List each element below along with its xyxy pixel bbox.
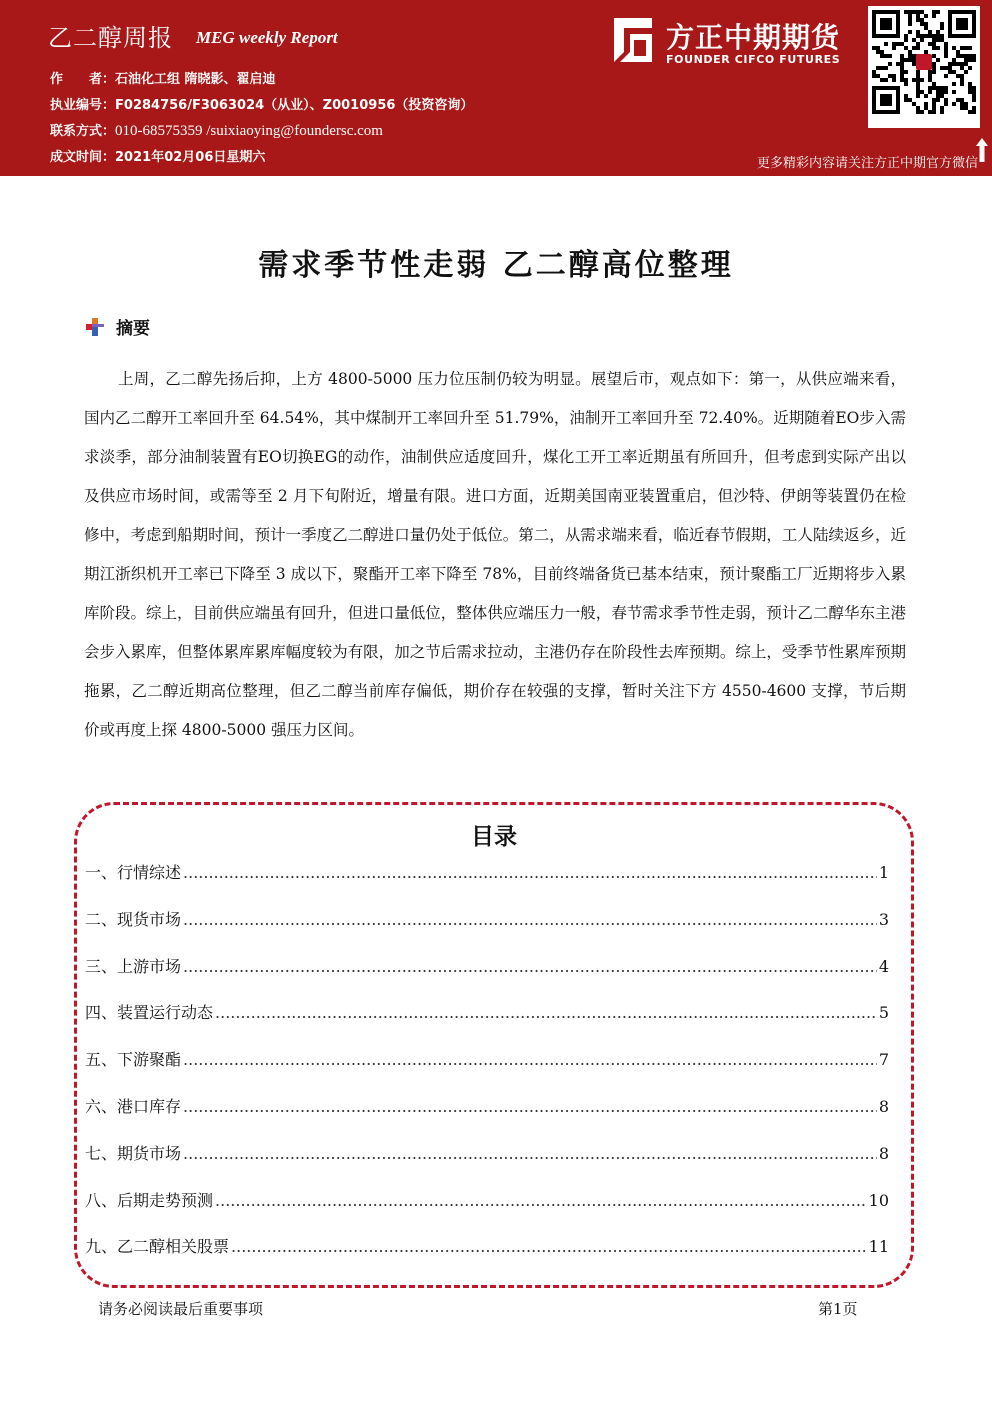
toc-item-page[interactable]: 7 (878, 1050, 889, 1070)
date-label: 成文时间： (50, 150, 116, 165)
toc-item-label[interactable]: 七、期货市场 (85, 1143, 182, 1163)
toc-item-label[interactable]: 二、现货市场 (85, 909, 182, 929)
footer-page-number: 第1页 (818, 1300, 858, 1318)
authors-value: 石油化工组 隋晓影、翟启迪 (115, 72, 276, 87)
contact-label: 联系方式： (50, 124, 116, 139)
logo-mark-icon (606, 14, 658, 66)
toc-item-page[interactable]: 5 (878, 1003, 889, 1023)
toc-item-page[interactable]: 10 (868, 1190, 889, 1210)
report-title-en: MEG weekly Report (196, 28, 338, 47)
toc-item-page[interactable]: 8 (878, 1143, 889, 1163)
wechat-tagline: 更多精彩内容请关注方正中期官方微信 (756, 156, 978, 171)
toc-item-page[interactable]: 11 (868, 1237, 889, 1257)
toc-leader-dots (215, 1191, 867, 1210)
toc-item-label[interactable]: 九、乙二醇相关股票 (85, 1237, 230, 1257)
toc-item[interactable] (85, 1188, 889, 1235)
toc-leader-dots (183, 1050, 877, 1069)
summary-heading-text: 摘要 (116, 319, 150, 339)
toc-item[interactable] (85, 954, 889, 1001)
license-value: F0284756/F3063024（从业）、Z0010956（投资咨询） (115, 98, 474, 113)
report-title: 乙二醇周报 (48, 24, 173, 52)
toc-item[interactable] (85, 1047, 889, 1094)
toc-leader-dots (183, 1144, 877, 1163)
authors-label: 作 者： (50, 72, 116, 87)
company-logo (606, 14, 866, 74)
toc-item-label[interactable]: 一、行情综述 (85, 863, 182, 882)
toc-item-page[interactable]: 1 (878, 863, 889, 882)
toc-list (85, 860, 889, 1281)
qr-code-icon (868, 6, 980, 128)
date-value: 2021年02月06日星期六 (115, 150, 266, 165)
contact-line (50, 120, 383, 140)
toc-item-label[interactable]: 四、装置运行动态 (85, 1003, 214, 1023)
toc-item-label[interactable]: 三、上游市场 (85, 956, 182, 976)
logo-text-en: FOUNDER CIFCO FUTURES (666, 53, 841, 66)
authors-line (50, 68, 276, 87)
date-line (50, 146, 265, 165)
up-arrow-icon (975, 137, 989, 163)
footer-notice: 请务必阅读最后重要事项 (98, 1300, 264, 1318)
summary-paragraph: 上周，乙二醇先扬后抑，上方 4800-5000 压力位压制仍较为明显。展望后市，观点如下：第一，从供应端来看，国内乙二醇开工率回升至 64.54%，其中煤制开工率回升至 51.79%，油制开工率回升至 72.40%。近期随着EO步入需求淡季，部分油制装置有EO切换EG的动作，油制供应适度回升，煤化工开工率近期虽有所回升，但考虑到实际产出以及供应市场时间，或需等至 2 月下旬附近，增量有限。进口方面，近期美国南亚装置重启，但沙特、伊朗等装置仍在检修中，考虑到船期时间，预计一季度乙二醇进口量仍处于低位。第二，从需求端来看，临近春节假期，工人陆续返乡，近期江浙织机开工率已下降至 3 成以下，聚酯开工率下降至 78%，目前终端备货已基本结束，预计聚酯工厂近期将步入累库阶段。综上，目前供应端虽有回升，但进口量低位，整体供应端压力一般，春节需求季节性走弱，预计乙二醇华东主港会步入累库，但整体累库累库幅度较为有限，加之节后需求拉动，主港仍存在阶段性去库预期。综上，受季节性累库预期拖累，乙二醇近期高位整理，但乙二醇当前库存偏低，期价存在较强的支撑，暂时关注下方 4550-4600 支撑，节后期价或再度上探 4800-5000 强压力区间。 (84, 370, 906, 739)
toc-item-label[interactable]: 八、后期走势预测 (85, 1190, 214, 1210)
toc-item-page[interactable]: 8 (878, 1096, 889, 1116)
toc-item[interactable] (85, 860, 889, 907)
contact-value: 010-68575359 /suixiaoying@foundersc.com (115, 123, 383, 139)
toc-leader-dots (183, 1097, 877, 1116)
qr-code[interactable] (868, 6, 980, 128)
toc-item[interactable] (85, 1094, 889, 1141)
toc-item-label[interactable]: 六、港口库存 (85, 1096, 182, 1116)
toc-item[interactable] (85, 907, 889, 954)
license-line (50, 94, 473, 113)
toc-item[interactable] (85, 1141, 889, 1188)
toc-leader-dots (231, 1237, 867, 1256)
logo-text-cn: 方正中期期货 (666, 21, 841, 54)
header-divider (0, 176, 992, 179)
toc-leader-dots (183, 957, 877, 976)
license-label: 执业编号： (50, 98, 116, 113)
report-header (0, 0, 992, 176)
toc-title: 目录 (471, 824, 517, 850)
toc-item-page[interactable]: 3 (878, 909, 889, 929)
toc-leader-dots (183, 910, 877, 929)
section-bullet-icon (86, 318, 104, 336)
table-of-contents (74, 802, 914, 1288)
toc-item-page[interactable]: 4 (878, 956, 889, 976)
summary-heading (86, 314, 150, 339)
toc-item-label[interactable]: 五、下游聚酯 (85, 1050, 182, 1070)
document-title: 需求季节性走弱 乙二醇高位整理 (258, 248, 734, 283)
toc-leader-dots (183, 863, 877, 882)
toc-item[interactable] (85, 1000, 889, 1047)
toc-item[interactable] (85, 1234, 889, 1281)
toc-leader-dots (215, 1003, 877, 1022)
